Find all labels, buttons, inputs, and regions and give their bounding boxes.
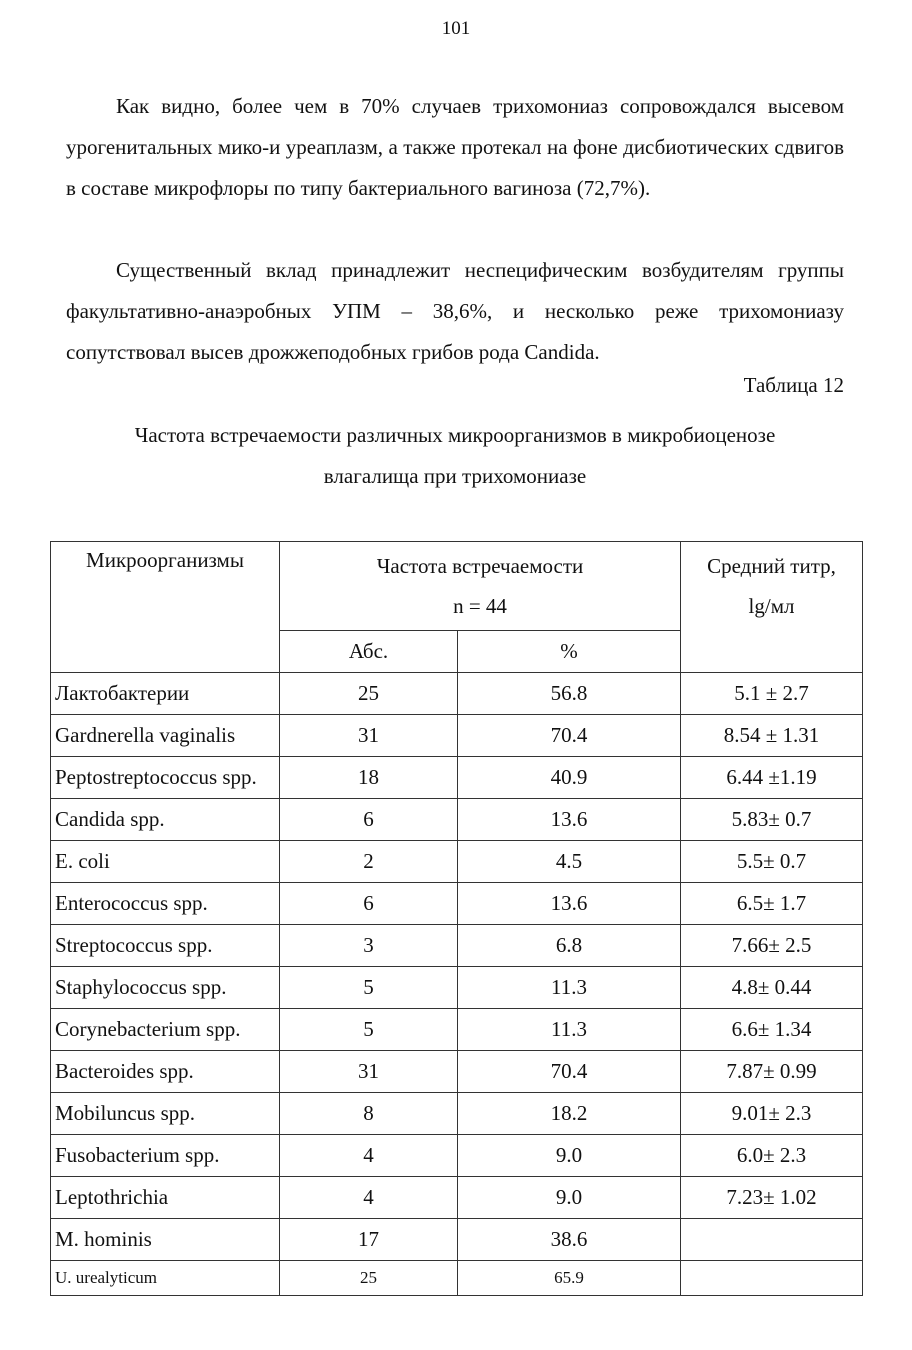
cell-abs: 25 (280, 1261, 458, 1296)
table-row (51, 799, 863, 841)
cell-titer (681, 1219, 863, 1261)
cell-percent: 13.6 (458, 883, 681, 925)
table-row (51, 757, 863, 799)
header-frequency-label: Частота встречаемости (376, 554, 584, 578)
cell-microorganism: Peptostreptococcus spp. (51, 757, 280, 799)
table-row (51, 1009, 863, 1051)
cell-titer (681, 1261, 863, 1296)
cell-abs: 17 (280, 1219, 458, 1261)
cell-abs: 4 (280, 1177, 458, 1219)
header-titer-label: Средний титр, (707, 554, 836, 578)
cell-titer: 5.5± 0.7 (681, 841, 863, 883)
cell-percent: 70.4 (458, 715, 681, 757)
table-row (51, 1261, 863, 1296)
cell-microorganism: Лактобактерии (51, 673, 280, 715)
cell-percent: 65.9 (458, 1261, 681, 1296)
cell-percent: 11.3 (458, 1009, 681, 1051)
header-frequency (280, 542, 681, 631)
cell-microorganism: Leptothrichia (51, 1177, 280, 1219)
page-number: 101 (441, 18, 471, 39)
cell-abs: 18 (280, 757, 458, 799)
paragraph-1: Как видно, более чем в 70% случаев трихомониаз сопровождался высевом урогенитальных мико-и уреаплазм, а также протекал на фоне дисбиотических сдвигов в составе микрофлоры по типу бактериального вагиноза (72,7%). (66, 94, 844, 200)
caption-line-1: Частота встречаемости различных микроорганизмов в микробиоценозе (134, 423, 776, 447)
cell-abs: 5 (280, 967, 458, 1009)
cell-percent: 13.6 (458, 799, 681, 841)
cell-microorganism: E. coli (51, 841, 280, 883)
cell-microorganism: M. hominis (51, 1219, 280, 1261)
cell-titer: 7.87± 0.99 (681, 1051, 863, 1093)
table-row (51, 1093, 863, 1135)
cell-titer: 9.01± 2.3 (681, 1093, 863, 1135)
header-microorganisms: Микроорганизмы (51, 542, 280, 673)
cell-titer: 6.0± 2.3 (681, 1135, 863, 1177)
cell-titer: 8.54 ± 1.31 (681, 715, 863, 757)
cell-microorganism: Corynebacterium spp. (51, 1009, 280, 1051)
header-frequency-n: n = 44 (453, 594, 507, 618)
cell-titer: 6.44 ±1.19 (681, 757, 863, 799)
cell-percent: 9.0 (458, 1135, 681, 1177)
cell-microorganism: Streptococcus spp. (51, 925, 280, 967)
cell-abs: 4 (280, 1135, 458, 1177)
cell-percent: 11.3 (458, 967, 681, 1009)
cell-abs: 31 (280, 715, 458, 757)
cell-microorganism: Staphylococcus spp. (51, 967, 280, 1009)
table-row (51, 1135, 863, 1177)
cell-percent: 6.8 (458, 925, 681, 967)
cell-microorganism: Candida spp. (51, 799, 280, 841)
cell-titer: 7.66± 2.5 (681, 925, 863, 967)
cell-titer: 5.1 ± 2.7 (681, 673, 863, 715)
cell-microorganism: Bacteroides spp. (51, 1051, 280, 1093)
cell-percent: 38.6 (458, 1219, 681, 1261)
cell-abs: 3 (280, 925, 458, 967)
cell-titer: 6.5± 1.7 (681, 883, 863, 925)
cell-percent: 18.2 (458, 1093, 681, 1135)
cell-titer: 7.23± 1.02 (681, 1177, 863, 1219)
cell-percent: 4.5 (458, 841, 681, 883)
cell-abs: 6 (280, 883, 458, 925)
cell-abs: 25 (280, 673, 458, 715)
table-number: Таблица 12 (743, 373, 844, 397)
header-titer-unit: lg/мл (748, 594, 795, 618)
cell-abs: 31 (280, 1051, 458, 1093)
cell-titer: 5.83± 0.7 (681, 799, 863, 841)
table-row (51, 673, 863, 715)
cell-abs: 6 (280, 799, 458, 841)
cell-percent: 70.4 (458, 1051, 681, 1093)
table-row (51, 715, 863, 757)
table-row (51, 1177, 863, 1219)
cell-microorganism: Gardnerella vaginalis (51, 715, 280, 757)
table-row (51, 841, 863, 883)
header-mean-titer (681, 542, 863, 673)
table-row (51, 925, 863, 967)
table-row (51, 1219, 863, 1261)
cell-abs: 8 (280, 1093, 458, 1135)
table-caption (40, 415, 870, 497)
caption-line-2: влагалища при трихомониазе (323, 464, 587, 488)
paragraph-2: Существенный вклад принадлежит неспецифическим возбудителям группы факультативно-анаэробных УПМ – 38,6%, и несколько реже трихомониазу сопутствовал высев дрожжеподобных грибов рода Candida. (66, 258, 844, 364)
cell-abs: 2 (280, 841, 458, 883)
table-row (51, 967, 863, 1009)
table-row (51, 883, 863, 925)
cell-titer: 4.8± 0.44 (681, 967, 863, 1009)
header-abs: Абс. (280, 631, 458, 673)
microorganism-table (50, 541, 863, 1296)
cell-titer: 6.6± 1.34 (681, 1009, 863, 1051)
cell-microorganism: Fusobacterium spp. (51, 1135, 280, 1177)
cell-percent: 40.9 (458, 757, 681, 799)
cell-percent: 56.8 (458, 673, 681, 715)
header-percent: % (458, 631, 681, 673)
table-row (51, 1051, 863, 1093)
cell-abs: 5 (280, 1009, 458, 1051)
cell-microorganism: U. urealyticum (51, 1261, 280, 1296)
cell-microorganism: Mobiluncus spp. (51, 1093, 280, 1135)
cell-percent: 9.0 (458, 1177, 681, 1219)
cell-microorganism: Enterococcus spp. (51, 883, 280, 925)
